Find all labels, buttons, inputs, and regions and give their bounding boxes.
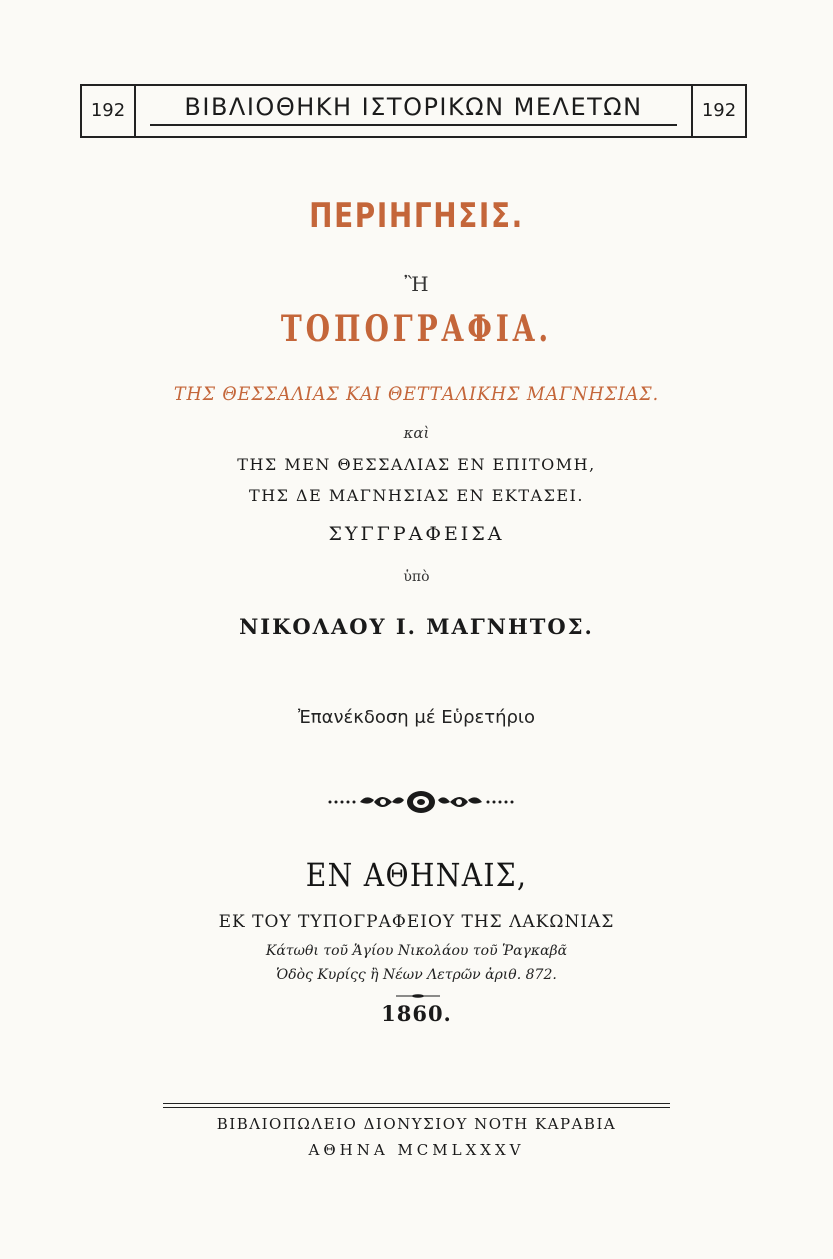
subtitle: ΤΗΣ ΘΕΣΣΑΛΙΑΣ ΚΑΙ ΘΕΤΤΑΛΙΚΗΣ ΜΑΓΝΗΣΙΑΣ. [173,383,660,405]
publisher-rule-bottom [163,1107,670,1108]
description-line-2: ΤΗΣ ΔΕ ΜΑΓΝΗΣΙΑΣ ΕΝ ΕΚΤΑΣΕΙ. [249,486,584,505]
reissue-note: Ἐπανέκδοση μέ Εὑρετήριο [297,707,536,728]
ornament-divider [326,789,516,815]
imprint-year: 1860. [381,1001,452,1026]
imprint-printer: ΕΚ ΤΟΥ ΤΥΠΟΓΡΑΦΕΙΟΥ ΤΗΣ ΛΑΚΩΝΙΑΣ [218,912,615,932]
year-rule [396,994,440,998]
imprint-address-1: Κάτωθι τοῦ Ἁγίου Νικολάου τοῦ Ῥαγκαβᾶ [265,943,568,959]
main-title: ΠΕΡΙΗΓΗΣΙΣ. [309,196,524,236]
series-number-left: 192 [80,84,136,136]
series-title: ΒΙΒΛΙΟΘΗΚΗ ΙΣΤΟΡΙΚΩΝ ΜΕΛΕΤΩΝ [184,93,643,121]
description-line-1: ΤΗΣ ΜΕΝ ΘΕΣΣΑΛΙΑΣ ΕΝ ΕΠΙΤΟΜΗ, [237,455,596,474]
imprint-city: ΕΝ ΑΘΗΝΑΙΣ, [305,856,528,894]
series-top-rule [80,84,747,86]
topography-title: ΤΟΠΟΓΡΑΦΙΑ. [280,308,553,350]
author-name: ΝΙΚΟΛΑΟΥ Ι. ΜΑΓΝΗΤΟΣ. [239,614,594,639]
series-title-underline [150,124,677,126]
publisher-rule-top [163,1103,670,1104]
publisher-place-year: ΑΘΗΝΑ MCMLXXXV [308,1141,525,1159]
publisher-name: ΒΙΒΛΙΟΠΩΛΕΙΟ ΔΙΟΝΥΣΙΟΥ ΝΟΤΗ ΚΑΡΑΒΙΑ [216,1115,617,1133]
series-header [80,84,747,136]
written-label: ΣΥΓΓΡΑΦΕΙΣΑ [328,523,505,545]
conjunction-kai: καὶ [403,424,430,442]
by-label: ὑπὸ [403,569,430,585]
conjunction-eta: Ἢ [404,272,429,296]
series-number-right: 192 [691,84,747,136]
imprint-address-2: Ὁδὸς Κυρίςς ἢ Νέων Λετρῶν ἀριθ. 872. [276,967,557,983]
series-bottom-rule [80,136,747,138]
